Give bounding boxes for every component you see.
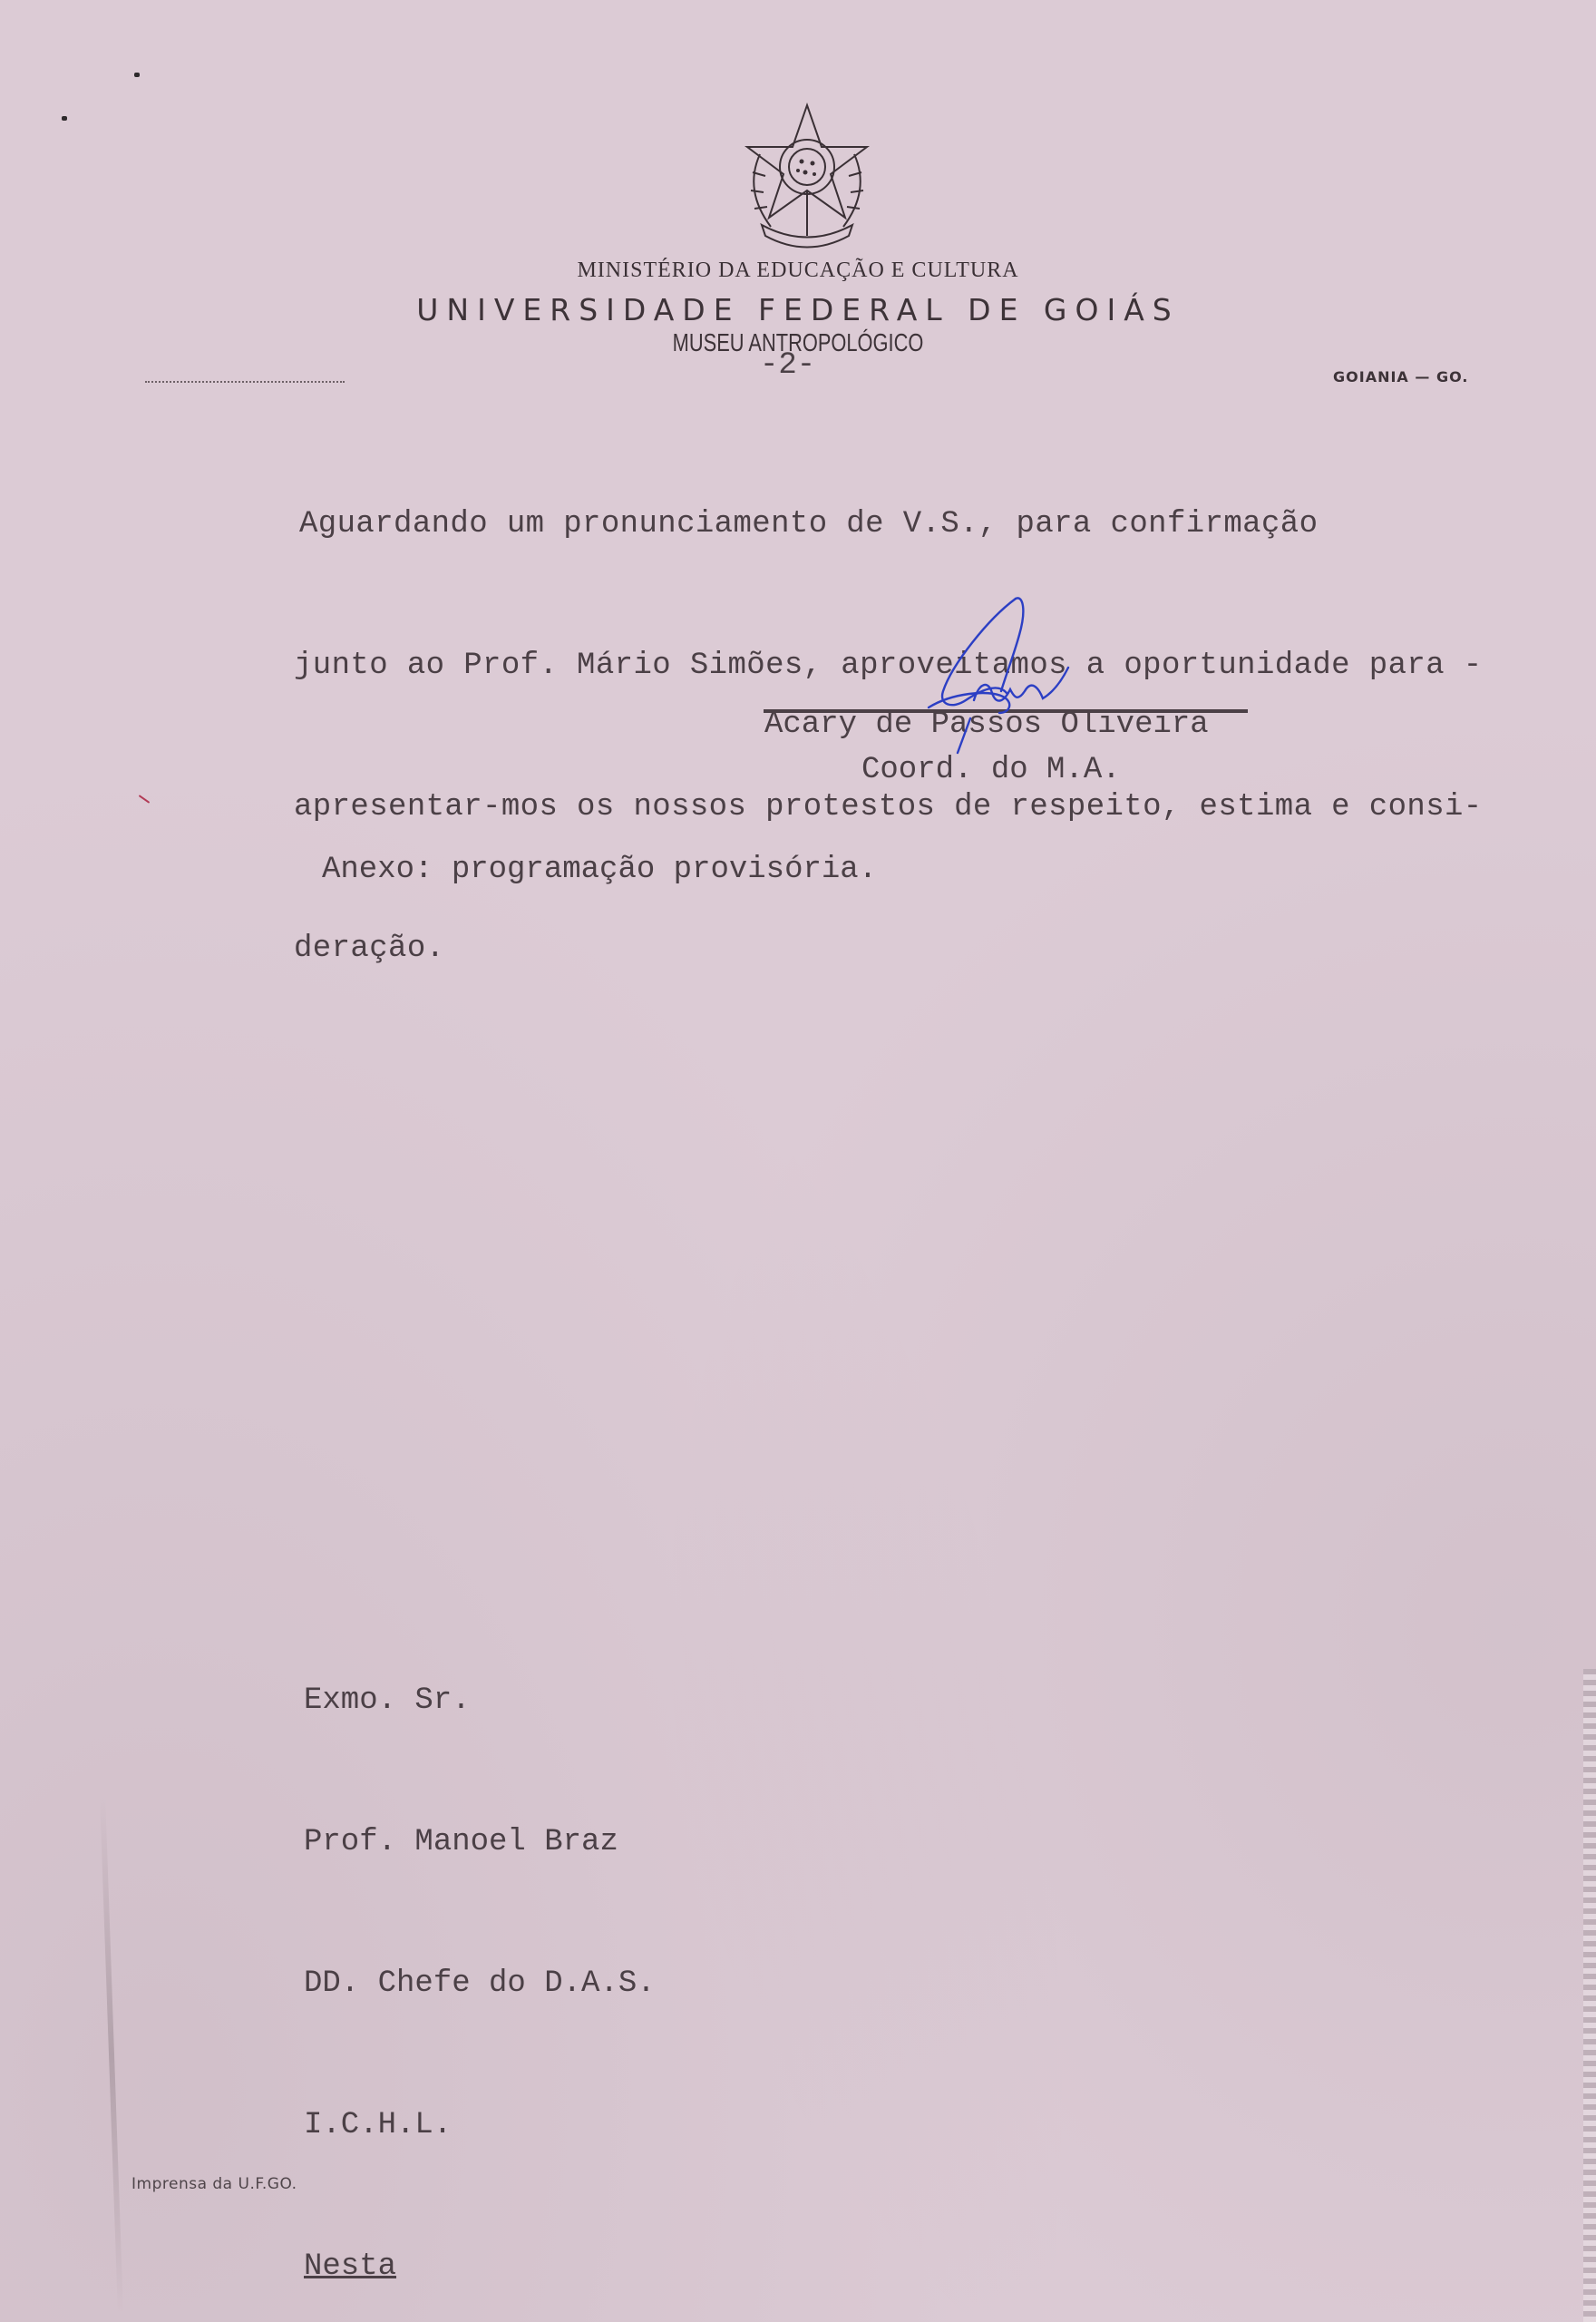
body-line: junto ao Prof. Mário Simões, aproveitamos a oportunidade para - [294, 649, 1483, 683]
recipient-line: Nesta [304, 2249, 397, 2284]
body-line: apresentar-mos os nossos protestos de respeito, estima e consi- [294, 790, 1483, 824]
university-heading: UNIVERSIDADE FEDERAL DE GOIÁS [416, 292, 1180, 327]
museum-heading: MUSEU ANTROPOLÓGICO [672, 328, 924, 356]
ink-speck [134, 73, 140, 77]
scan-edge-artifact [1583, 1669, 1596, 2322]
recipient-address [304, 1583, 656, 2322]
ink-speck [62, 116, 67, 121]
recipient-line: Prof. Manoel Braz [304, 1825, 618, 1859]
handwritten-signature-icon [916, 591, 1097, 764]
recipient-line: Exmo. Sr. [304, 1683, 471, 1718]
annex-note: Anexo: programação provisória. [322, 853, 878, 887]
paper-crease [100, 1796, 123, 2313]
coat-of-arms-icon [735, 100, 880, 249]
body-line: deração. [294, 932, 445, 966]
ministry-heading: MINISTÉRIO DA EDUCAÇÃO E CULTURA [577, 259, 1019, 282]
recipient-line: DD. Chefe do D.A.S. [304, 1966, 656, 2001]
signer-name: Acary de Passos Oliveira [764, 707, 1209, 742]
date-dotted-line [145, 381, 345, 383]
printer-imprint: Imprensa da U.F.GO. [131, 2175, 297, 2193]
ink-speck [139, 795, 151, 804]
body-line: Aguardando um pronunciamento de V.S., para confirmação [299, 507, 1319, 541]
city-label: GOIANIA — GO. [1333, 368, 1469, 385]
signer-title: Coord. do M.A. [861, 753, 1121, 787]
page-number: -2- [760, 348, 816, 383]
recipient-line: I.C.H.L. [304, 2108, 453, 2142]
